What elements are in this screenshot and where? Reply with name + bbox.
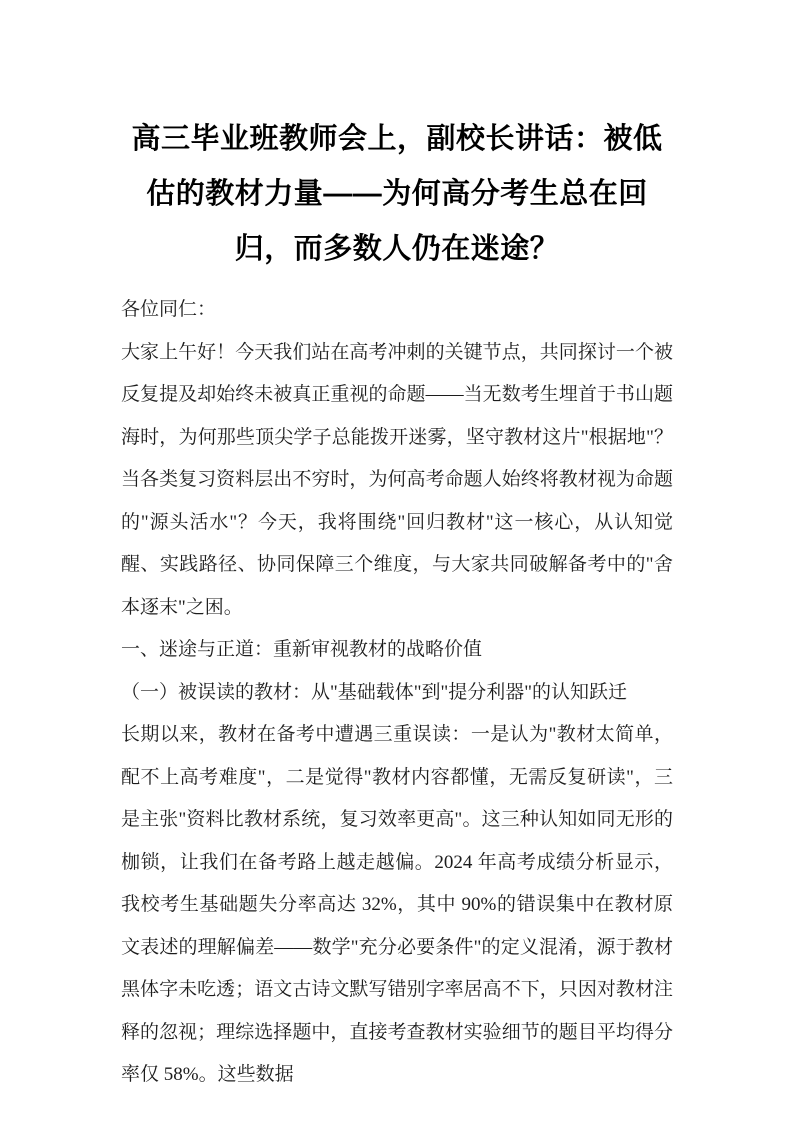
paragraph-body: 大家上午好！今天我们站在高考冲刺的关键节点，共同探讨一个被反复提及却始终未被真正重视的命题——当无数考生埋首于书山题海时，为何那些顶尖学子总能拨开迷雾，坚守教材这片"根据地"？当各类复习资料层出不穷时，为何高考命题人始终将教材视为命题的"源头活水"？今天，我将围绕"回归教材"这一核心，从认知觉醒、实践路径、协同保障三个维度，与大家共同破解备考中的"舍本逐末"之困。 (121, 341, 673, 618)
paragraph-heading-2: （一）被误读的教材：从"基础载体"到"提分利器"的认知跃迁 (121, 681, 628, 703)
document-body (121, 289, 673, 1097)
document-title: 高三毕业班教师会上，副校长讲话：被低估的教材力量——为何高分考生总在回归，而多数人仍在迷途？ (131, 123, 663, 265)
paragraph-heading-1: 一、迷途与正道：重新审视教材的战略价值 (121, 639, 483, 660)
paragraph-body: 长期以来，教材在备考中遭遇三重误读：一是认为"教材太简单，配不上高考难度"，二是觉得"教材内容都懂，无需反复研读"，三是主张"资料比教材系统，复习效率更高"。这三种认知如同无形的枷锁，让我们在备考路上越走越偏。2024 年高考成绩分析显示，我校考生基础题失分率高达 32%，其中 90%的错误集中在教材原文表述的理解偏差——数学"充分必要条件"的定义混淆，源于教材黑体字未吃透；语文古诗文默写错别字率居高不下，只因对教材注释的忽视；理综选择题中，直接考查教材实验细节的题目平均得分率仅 58%。这些数据 (121, 724, 673, 1085)
paragraph-salutation: 各位同仁： (121, 299, 217, 320)
